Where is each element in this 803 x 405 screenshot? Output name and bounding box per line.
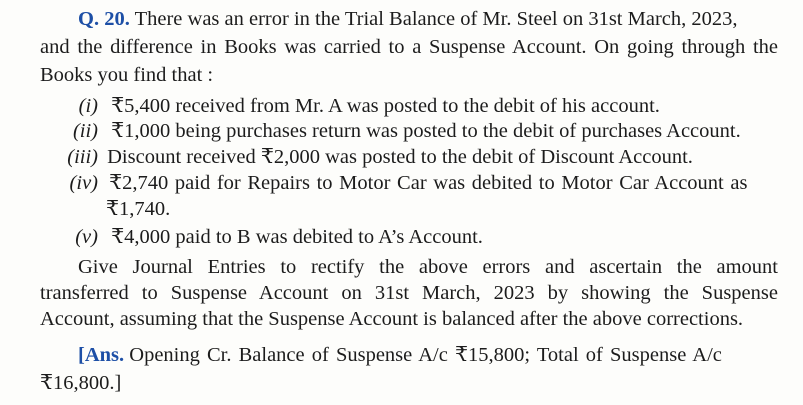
list-item-v: [48, 224, 483, 250]
question-line-1: [78, 6, 778, 32]
question-text-1: There was an error in the Trial Balance of Mr. Steel on 31st March, 2023,: [134, 8, 738, 30]
instruction-line-3: Account, assuming that the Suspense Account is balanced after the above corrections.: [40, 308, 744, 330]
item-text: ₹2,740 paid for Repairs to Motor Car was debited to Motor Car Account as: [109, 172, 748, 194]
item-number: (ii): [72, 120, 98, 142]
answer-text-1: Opening Cr. Balance of Suspense A/c ₹15,800; Total of Suspense A/c: [129, 344, 722, 366]
question-label: Q. 20.: [78, 8, 130, 30]
question-line-3: Books you find that :: [40, 64, 214, 86]
item-text: Discount received ₹2,000 was posted to the debit of Discount Account.: [107, 146, 693, 168]
list-item-iv-continued: ₹1,740.: [106, 198, 171, 220]
item-number: (i): [78, 95, 98, 117]
instruction-line-1: Give Journal Entries to rectify the above errors and ascertain the amount: [78, 256, 778, 278]
question-line-2: and the difference in Books was carried to a Suspense Account. On going through the: [40, 36, 778, 58]
answer-line-1: [78, 342, 778, 368]
item-text: ₹5,400 received from Mr. A was posted to the debit of his account.: [111, 95, 660, 117]
instruction-line-2: transferred to Suspense Account on 31st March, 2023 by showing the Suspense: [40, 282, 778, 304]
list-item-i: [48, 93, 660, 119]
item-text: ₹1,000 being purchases return was posted to the debit of purchases Account.: [111, 120, 741, 142]
item-number: (v): [75, 226, 98, 248]
list-item-ii: [48, 118, 741, 144]
list-item-iii: [48, 144, 693, 170]
answer-line-2: ₹16,800.]: [40, 372, 122, 394]
item-text: ₹4,000 paid to B was debited to A’s Account.: [111, 226, 483, 248]
answer-label: [Ans.: [78, 344, 125, 366]
list-item-iv: [48, 170, 778, 196]
item-number: (iv): [69, 172, 98, 194]
item-number: (iii): [67, 146, 98, 168]
